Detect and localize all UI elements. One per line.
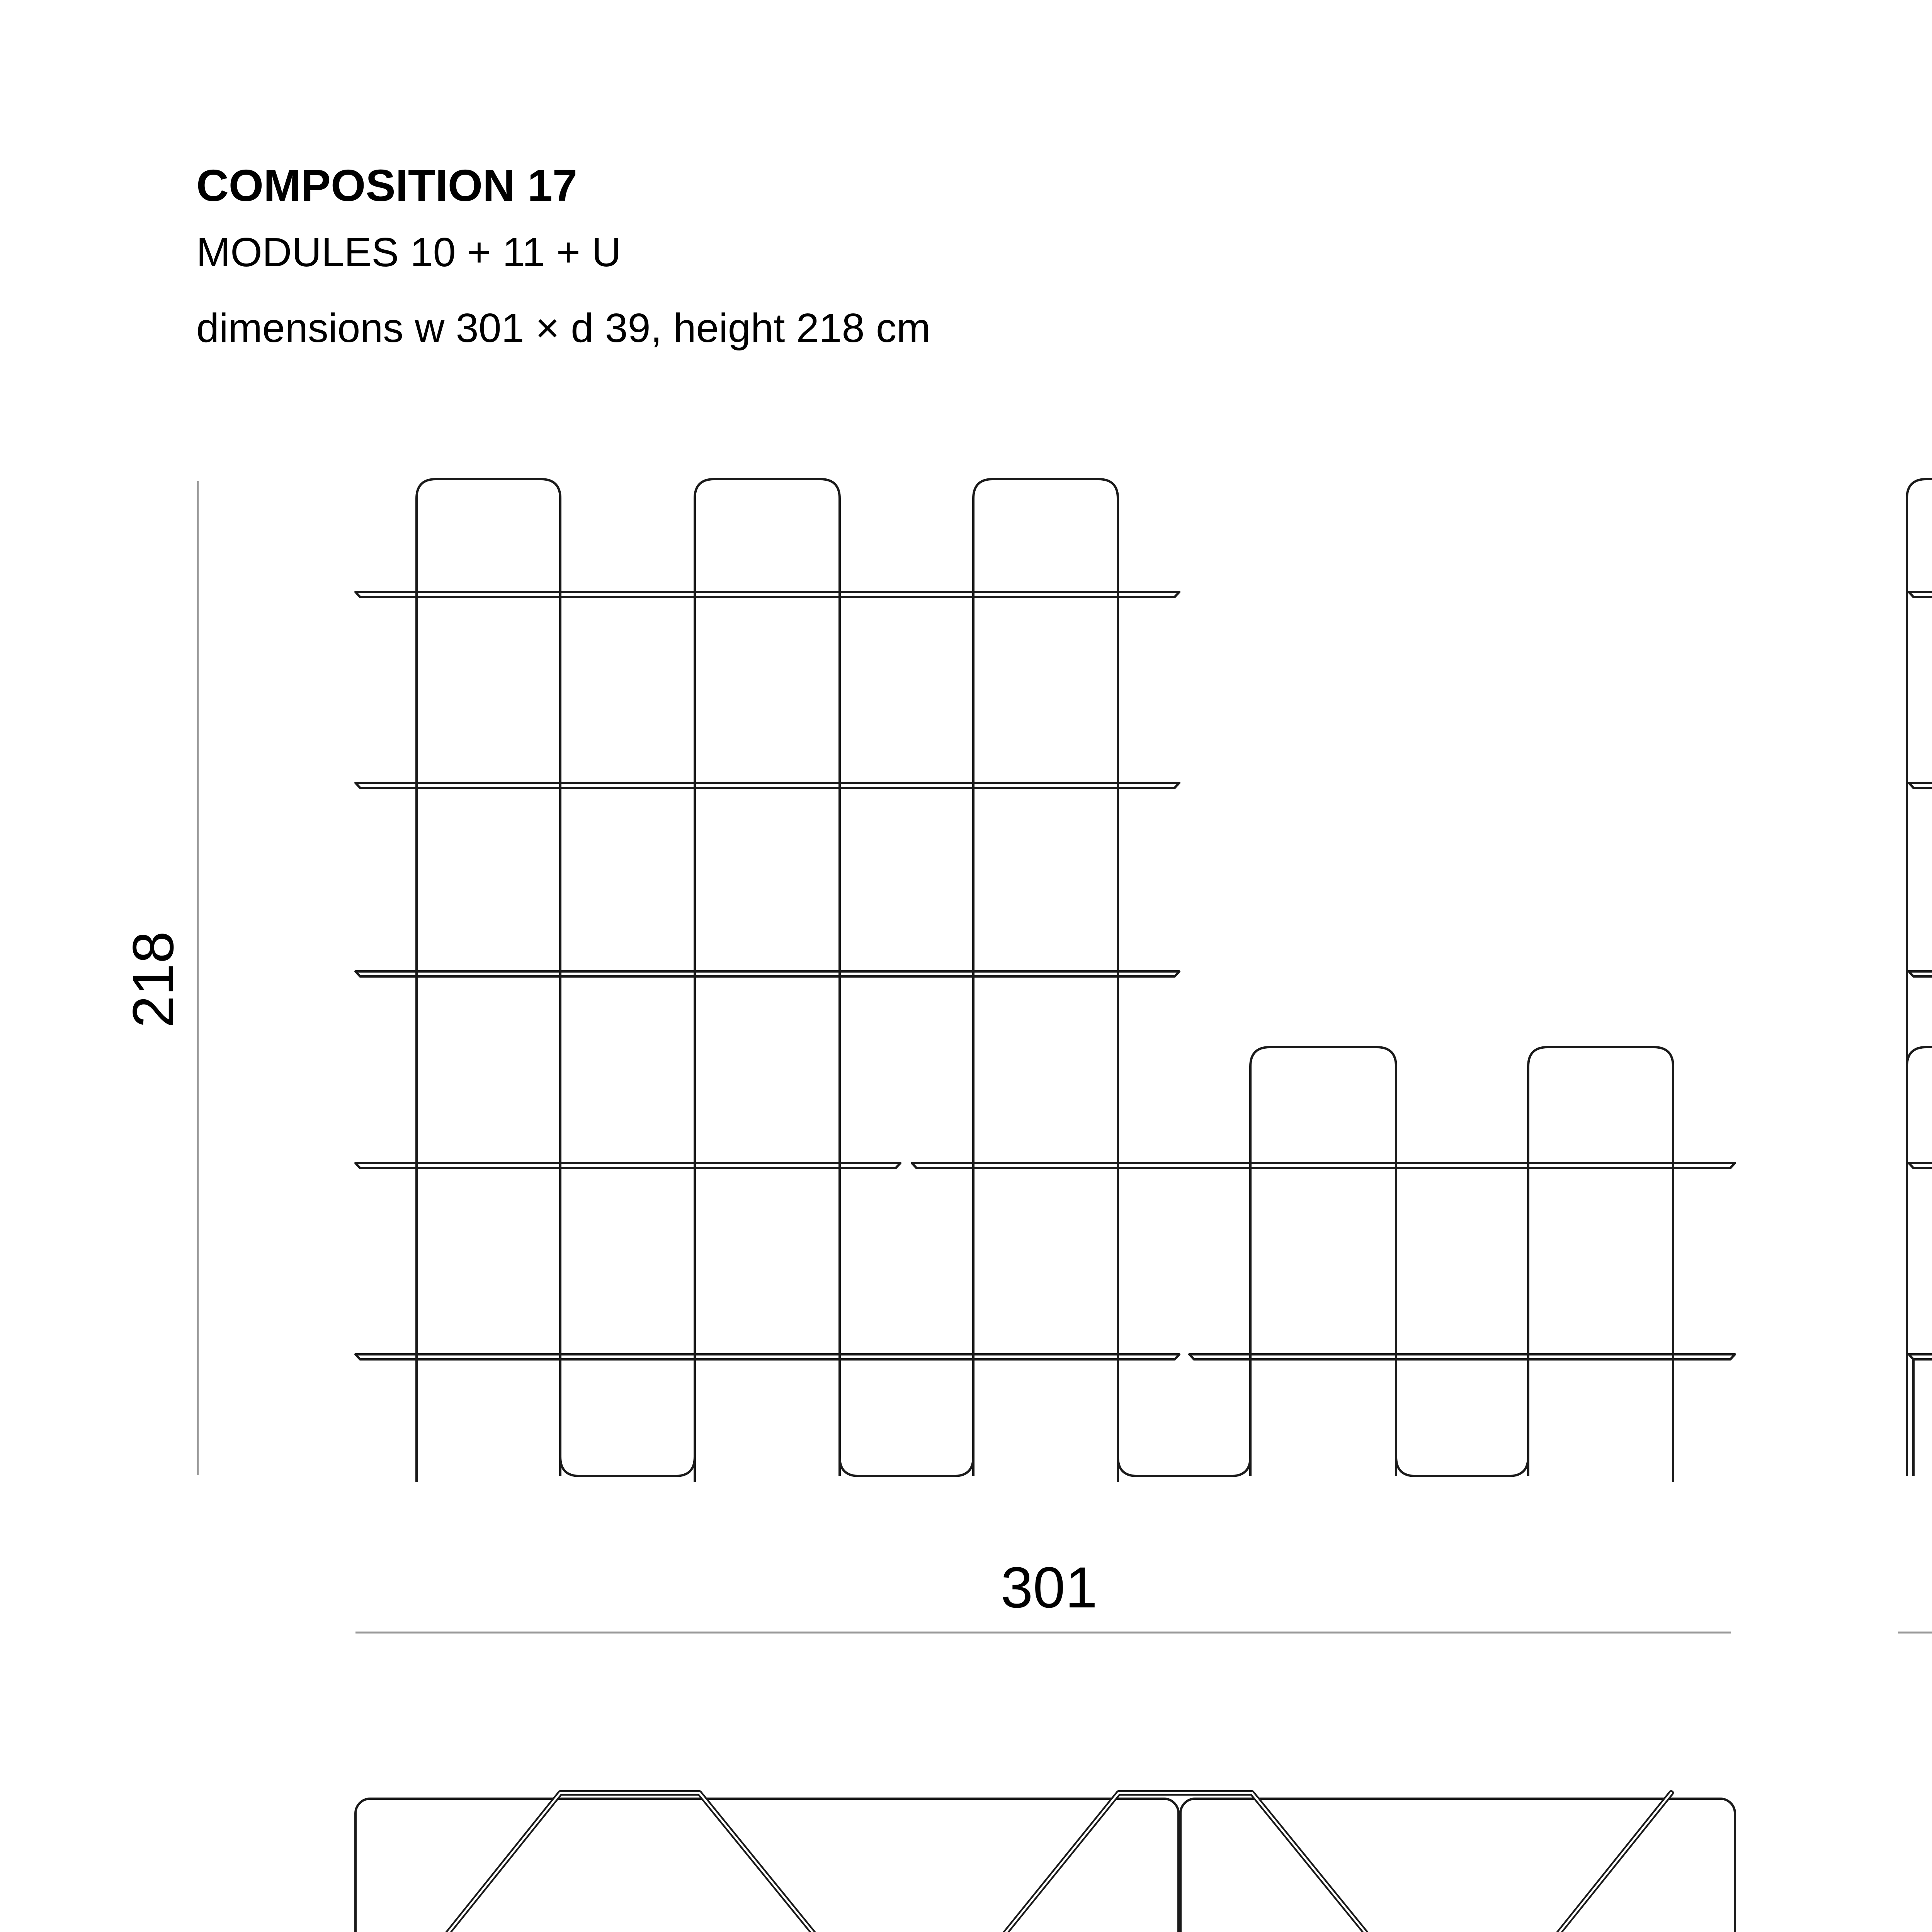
plan-view [355,1793,1735,1932]
shelf-row-4-left [355,1163,900,1168]
plan-frame-zigzag-inner [419,1793,1671,1932]
shelf-row-5-left [355,1354,1179,1359]
width-label: 301 [1000,1555,1098,1620]
bottom-connector-4 [1396,1360,1528,1476]
shelf-row-4-right [912,1163,1735,1168]
side-shelf-2 [1909,783,1932,788]
bottom-connector-1 [560,1360,695,1476]
side-shelf-1 [1909,592,1932,597]
side-short-frame [1907,1047,1932,1066]
shelf-row-2 [355,783,1179,788]
side-shelf-4 [1909,1163,1932,1168]
side-shelf-5 [1909,1354,1932,1359]
plan-shelf-left [355,1799,1179,1932]
side-shelf-3 [1909,971,1932,976]
front-elevation [355,479,1735,1482]
short-frame-1 [1250,1047,1396,1476]
composition-title: COMPOSITION 17 [196,160,578,211]
modules-text: MODULES 10 + 11 + U [196,230,621,275]
dimensions-text: dimensions w 301 × d 39, height 218 cm [196,305,931,351]
shelf-row-1 [355,592,1179,597]
bottom-connector-3 [1118,1360,1250,1476]
side-elevation [1907,479,1932,1476]
shelf-row-5-right [1189,1354,1735,1359]
height-label: 218 [121,931,185,1028]
plan-frame-zigzag [419,1793,1671,1932]
bottom-connector-2 [840,1360,973,1476]
shelf-row-3 [355,971,1179,976]
short-frame-2 [1528,1047,1673,1476]
